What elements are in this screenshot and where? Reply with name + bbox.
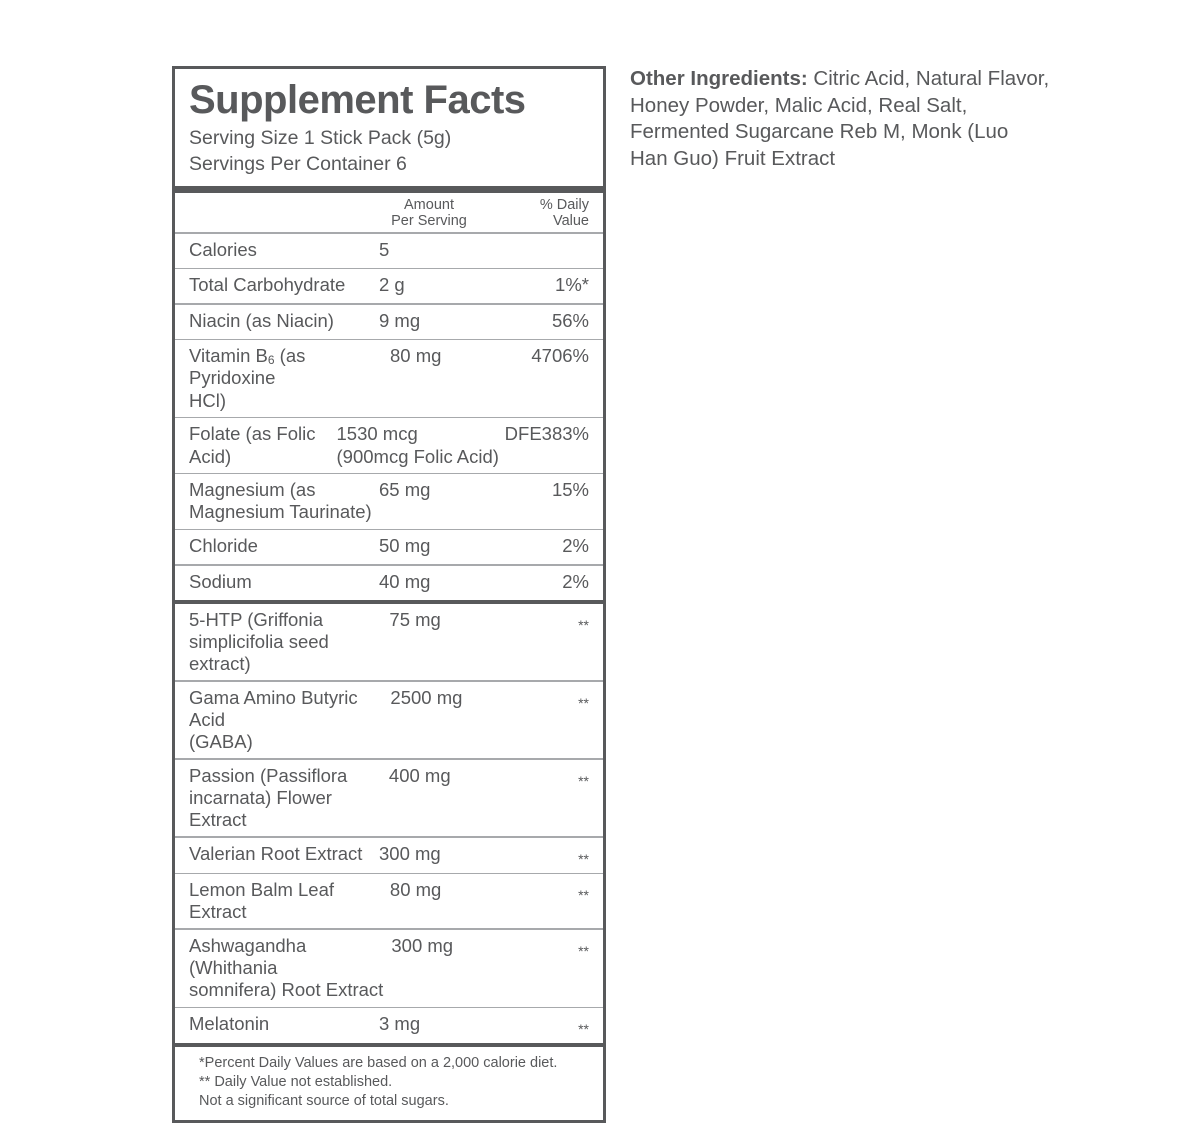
serving-size: Serving Size 1 Stick Pack (5g): [189, 127, 452, 149]
nutrient-amount: 300 mg: [391, 934, 454, 956]
nutrient-name: [189, 479, 379, 523]
nutrient-name: [189, 609, 389, 676]
nutrient-daily-value: **: [578, 850, 589, 867]
footnotes: [175, 1047, 603, 1121]
nutrient-daily-value: 15%: [551, 479, 589, 501]
nutrient-daily-value: **: [578, 887, 589, 904]
other-ingredients-text: Citric Acid, Natural Flavor, Honey Powder, Malic Acid, Real Salt, Fermented Sugarcane Reb M, Monk (Luo Han Guo) Fruit Extract: [630, 67, 1050, 170]
nutrient-daily-value: 4706%: [531, 345, 589, 367]
nutrient-name: Niacin (as Niacin): [189, 309, 334, 331]
nutrient-amount: 2 g: [379, 274, 405, 296]
table-row: [175, 566, 603, 600]
nutrient-name-line1: Passion (Passiflora: [189, 764, 348, 786]
nutrient-name: Total Carbohydrate: [189, 274, 346, 296]
table-row: [175, 305, 603, 339]
nutrient-name-line1: 5-HTP (Griffonia: [189, 608, 323, 630]
supplement-facts-panel: [172, 66, 606, 1123]
footnote-percent-dv: *Percent Daily Values are based on a 2,000 calorie diet.: [199, 1054, 558, 1071]
nutrient-name-line2: incarnata) Flower Extract: [189, 786, 332, 831]
nutrient-amount: 80 mg: [390, 345, 442, 367]
table-row: [175, 930, 603, 1007]
nutrient-amount: 9 mg: [379, 309, 421, 331]
nutrient-name-line2: simplicifolia seed extract): [189, 630, 329, 674]
nutrient-amount: 80 mg: [389, 879, 442, 901]
nutrient-amount: 300 mg: [379, 842, 441, 864]
nutrient-daily-value: **: [578, 942, 589, 959]
nutrient-amount: 75 mg: [389, 608, 441, 630]
nutrient-daily-value: **: [578, 1021, 589, 1038]
nutrient-amount: 5: [379, 238, 390, 260]
header-amount-line1: Amount: [404, 196, 454, 213]
nutrient-amount: 65 mg: [379, 479, 431, 501]
table-row: [175, 604, 603, 681]
nutrient-amount-line2: (900mcg Folic Acid): [336, 445, 499, 467]
nutrient-daily-value: 2%: [562, 535, 589, 557]
table-row: [175, 418, 603, 472]
nutrient-name: [189, 935, 391, 1002]
nutrient-name: Valerian Root Extract: [189, 842, 363, 864]
divider-thick-top: [175, 186, 603, 193]
nutrient-name-line1: Ashwagandha (Whithania: [189, 934, 307, 979]
nutrient-daily-value: 2%: [562, 570, 589, 592]
header-dv-line1: % Daily: [539, 196, 589, 213]
header-daily-value: [493, 197, 589, 229]
nutrient-name: Sodium: [189, 570, 252, 592]
header-amount: [365, 197, 493, 229]
table-row: [175, 1008, 603, 1043]
table-row: [175, 838, 603, 873]
servings-per-container: Servings Per Container 6: [189, 153, 407, 176]
other-ingredients-block: [630, 66, 1050, 173]
nutrient-daily-value: **: [578, 616, 589, 633]
table-row: [175, 760, 603, 837]
nutrient-amount: 50 mg: [379, 535, 431, 557]
nutrient-name: [189, 345, 390, 412]
nutrient-name: [189, 687, 390, 754]
panel-heading-block: [175, 79, 603, 178]
nutrient-name-line1: Gama Amino Butyric Acid: [189, 686, 358, 730]
table-row: [175, 530, 603, 564]
nutrient-name-line2: Magnesium Taurinate): [189, 501, 372, 523]
nutrient-amount-line1: 1530 mcg: [336, 423, 418, 445]
footnote-dv-not-established: ** Daily Value not established.: [199, 1073, 393, 1090]
nutrient-amount: 400 mg: [388, 764, 451, 786]
nutrient-name-line1: Vitamin $B_6$ (as Pyridoxine: [189, 345, 306, 389]
nutrient-name-line2: HCl): [189, 389, 226, 411]
table-header-row: [175, 193, 603, 232]
nutrient-daily-value: DFE383%: [504, 423, 589, 445]
panel-title: Supplement Facts: [189, 78, 526, 122]
nutrient-daily-value: 56%: [551, 309, 589, 331]
other-ingredients-label: Other Ingredients:: [630, 67, 808, 90]
nutrient-name-line2: somnifera) Root Extract: [189, 979, 384, 1001]
nutrient-amount: 2500 mg: [390, 686, 463, 708]
nutrient-name: [189, 765, 389, 832]
nutrient-name: Melatonin: [189, 1013, 270, 1035]
table-row: [175, 874, 603, 928]
footnote-total-sugars: Not a significant source of total sugars.: [199, 1092, 449, 1109]
nutrient-name-line1: Magnesium (as: [189, 479, 316, 501]
table-row: [175, 340, 603, 417]
nutrient-daily-value: **: [578, 694, 589, 711]
table-row: [175, 234, 603, 268]
nutrient-daily-value: **: [578, 772, 589, 789]
header-amount-line2: Per Serving: [391, 212, 467, 229]
nutrient-amount: 3 mg: [379, 1013, 421, 1035]
nutrient-name: Lemon Balm Leaf Extract: [189, 879, 335, 923]
table-row: [175, 269, 603, 303]
nutrient-name: Folate (as Folic Acid): [189, 423, 316, 467]
nutrient-name: Calories: [189, 238, 257, 260]
table-row: [175, 474, 603, 528]
nutrient-amount: [337, 423, 503, 467]
table-row: [175, 682, 603, 759]
nutrient-amount: 40 mg: [379, 570, 431, 592]
nutrient-daily-value: 1%*: [555, 274, 589, 296]
header-dv-line2: Value: [552, 212, 589, 229]
nutrient-name-line2: (GABA): [189, 731, 253, 753]
nutrient-name: Chloride: [189, 535, 258, 557]
